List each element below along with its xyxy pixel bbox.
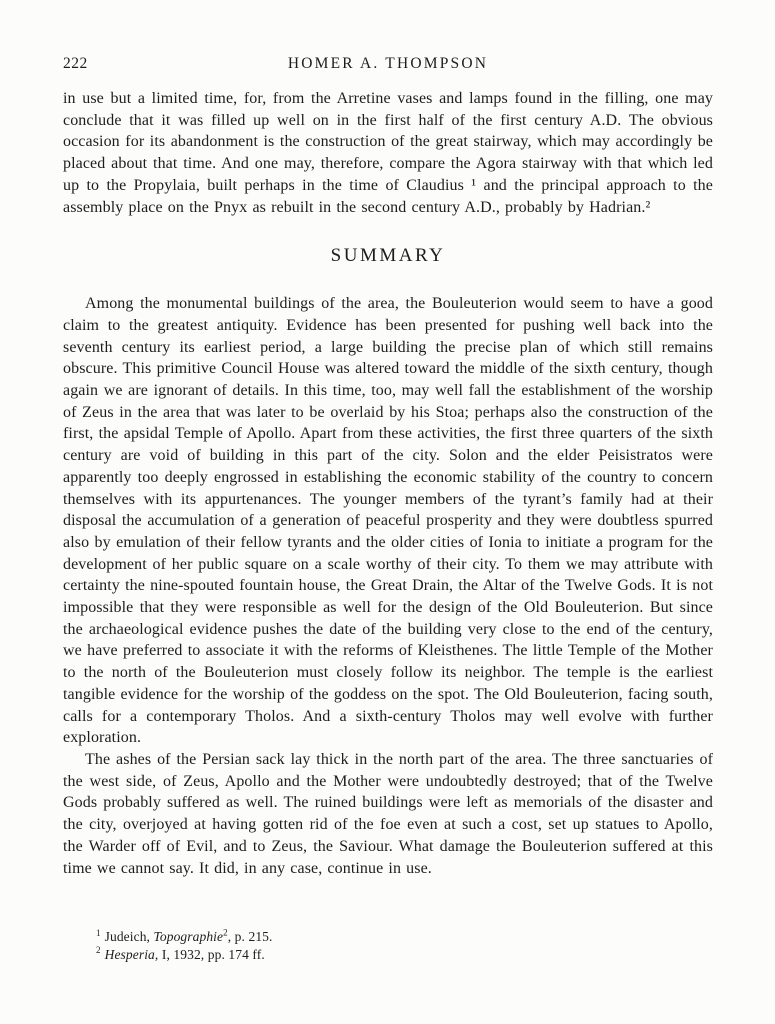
footnote-1-marker: 1 xyxy=(96,927,101,938)
footnote-2 xyxy=(63,946,713,964)
page-header xyxy=(63,55,713,75)
page-number: 222 xyxy=(63,55,88,72)
footnote-2-marker: 2 xyxy=(96,945,101,955)
running-head-author: HOMER A. THOMPSON xyxy=(287,55,489,72)
paragraph-continuation: in use but a limited time, for, from the Arretine vases and lamps found in the filling, one may conclude that it was filled up well on in the first half of the first century A.D. The obvious occasion for its abandonment is the construction of the great stairway, which may accordingly be placed about that time. And one may, therefore, compare the Agora stairway with that which led up to the Propylaia, built perhaps in the time of Claudius ¹ and the principal approach to the assembly place on the Pnyx as rebuilt in the second century A.D., probably by Hadrian.² xyxy=(63,90,713,216)
page-body xyxy=(63,88,713,879)
footnote-1-text-post: , p. 215. xyxy=(227,929,273,944)
footnote-1-text-pre: Judeich, xyxy=(104,929,154,944)
footnote-1-work-title: Topographie xyxy=(153,929,224,944)
footnote-1-edition-superscript: 2 xyxy=(223,927,228,938)
footnotes-section xyxy=(63,928,713,963)
footnote-2-work-title: Hesperia xyxy=(104,946,155,962)
summary-paragraph-1: Among the monumental buildings of the area, the Bouleuterion would seem to have a good claim to the greatest antiquity. Evidence has been presented for pushing well back into the seventh century its earliest period, a large building the precise plan of which still remains obscure. This primitive Council House was altered toward the middle of the sixth century, though again we are ignorant of details. In this time, too, may well fall the establishment of the worship of Zeus in the area that was later to be overlaid by his Stoa; perhaps also the construction of the first, the apsidal Temple of Apollo. Apart from these activities, the first three quarters of the sixth century are void of building in this part of the city. Solon and the elder Peisistratos were apparently too deeply engrossed in establishing the economic stability of the country to concern themselves with its appurtenances. The younger members of the tyrant’s family had at their disposal the accumulation of a generation of peaceful prosperity and they were doubtless spurred also by emulation of their fellow tyrants and the older cities of Ionia to initiate a program for the development of her public square on a scale worthy of their city. To them we may attribute with certainty the nine-spouted fountain house, the Great Drain, the Altar of the Twelve Gods. It is not impossible that they were responsible as well for the design of the Old Bouleuterion. But since the archaeological evidence pushes the date of the building very close to the end of the century, we have preferred to associate it with the reforms of Kleisthenes. The little Temple of the Mother to the north of the Bouleuterion must closely follow its neighbor. The temple is the earliest tangible evidence for the worship of the goddess on the spot. The Old Bouleuterion, facing south, calls for a contemporary Tholos. And a sixth-century Tholos may well evolve with further exploration. xyxy=(63,295,713,747)
section-heading-summary: SUMMARY xyxy=(330,245,446,267)
summary-paragraph-2: The ashes of the Persian sack lay thick in the north part of the area. The three sanctuaries of the west side, of Zeus, Apollo and the Mother were undoubtedly destroyed; that of the Twelve Gods probably suffered as well. The ruined buildings were left as memorials of the disaster and the city, overjoyed at having gotten rid of the foe even at such a cost, set up statues to Apollo, the Warder off of Evil, and to Zeus, the Saviour. What damage the Bouleuterion suffered at this time we cannot say. It did, in any case, continue in use. xyxy=(63,750,713,877)
footnote-1 xyxy=(63,928,713,946)
footnote-2-text-post: , I, 1932, pp. 174 ff. xyxy=(154,946,265,962)
